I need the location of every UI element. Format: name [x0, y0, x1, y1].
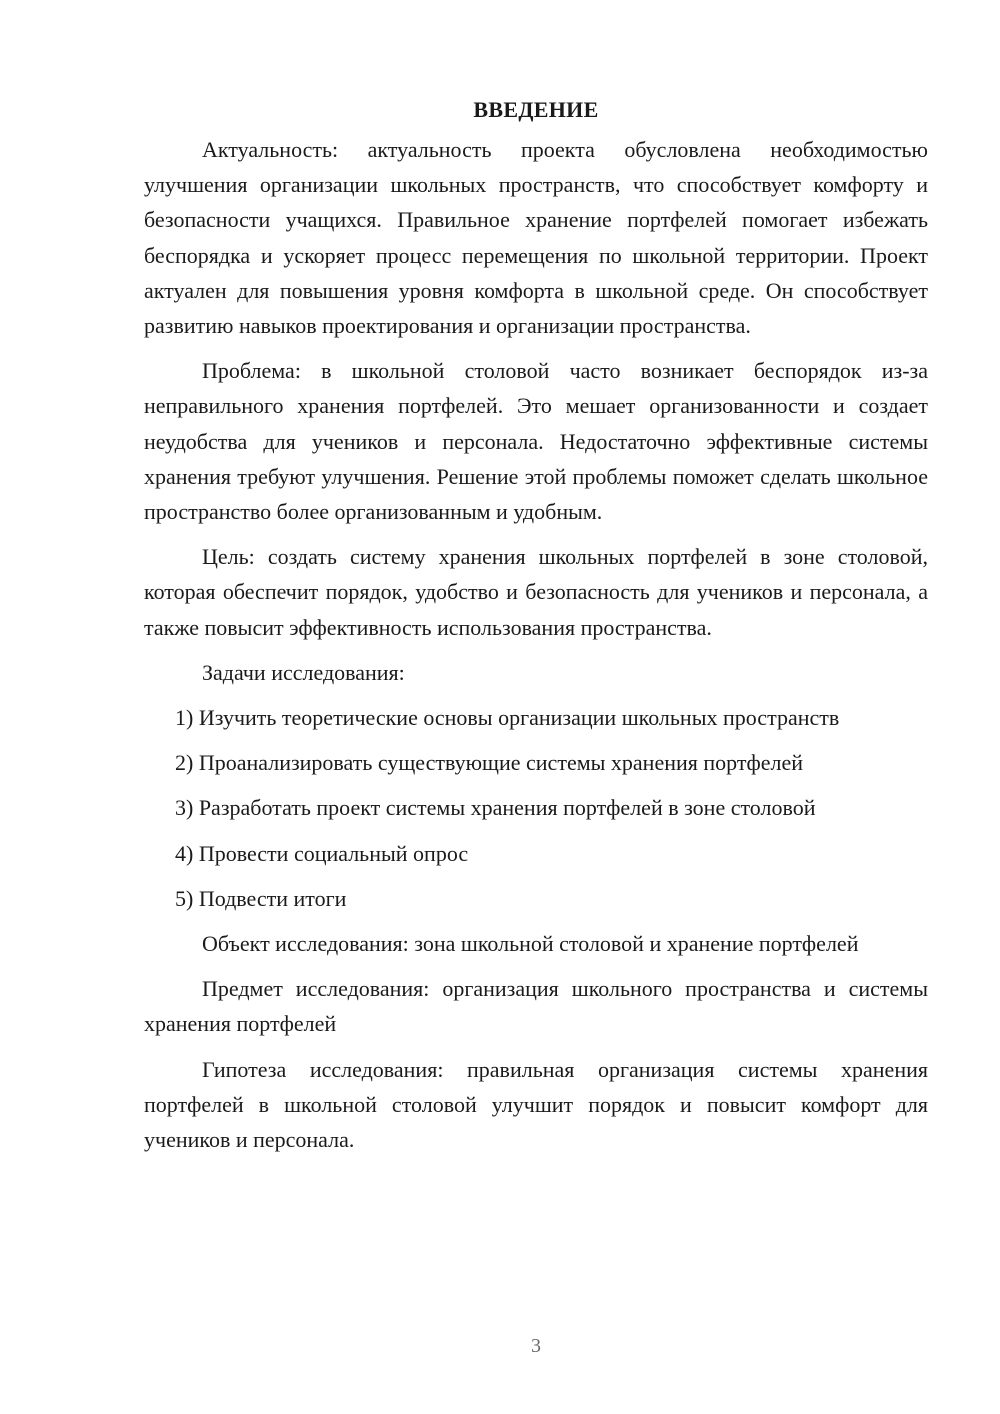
task-item-5: 5) Подвести итоги [175, 885, 347, 911]
task-item-2: 2) Проанализировать существующие системы хранения портфелей [175, 750, 804, 776]
relevance-paragraph: Актуальность: актуальность проекта обусловлена необходимостью улучшения организации школьных пространств, что способствует комфорту и безопасности учащихся. Правильное хранение портфелей помогает избежать беспорядка и ускоряет процесс перемещения по школьной территории. Проект актуален для повышения уровня комфорта в школьной среде. Он способствует развитию навыков проектирования и организации пространства. [144, 137, 928, 339]
tasks-title: Задачи исследования: [202, 659, 405, 685]
task-item-1: 1) Изучить теоретические основы организации школьных пространств [175, 705, 840, 731]
problem-paragraph: Проблема: в школьной столовой часто возникает беспорядок из-за неправильного хранения портфелей. Это мешает организованности и создает неудобства для учеников и персонала. Недостаточно эффективные системы хранения требуют улучшения. Решение этой проблемы поможет сделать школьное пространство более организованным и удобным. [144, 358, 928, 525]
page-number: 3 [531, 1335, 541, 1357]
task-list [144, 700, 928, 916]
task-item-3: 3) Разработать проект системы хранения портфелей в зоне столовой [175, 795, 816, 821]
section-heading: ВВЕДЕНИЕ [473, 97, 599, 122]
task-item-4: 4) Провести социальный опрос [175, 840, 469, 866]
subject-paragraph: Предмет исследования: организация школьного пространства и системы хранения портфелей [144, 976, 928, 1037]
page-content [144, 92, 928, 1167]
object-paragraph: Объект исследования: зона школьной столовой и хранение портфелей [202, 931, 859, 957]
hypothesis-paragraph: Гипотеза исследования: правильная организация системы хранения портфелей в школьной столовой улучшит порядок и повысит комфорт для учеников и персонала. [144, 1056, 928, 1153]
goal-paragraph: Цель: создать систему хранения школьных портфелей в зоне столовой, которая обеспечит порядок, удобство и безопасность для учеников и персонала, а также повысит эффективность использования пространства. [144, 544, 928, 640]
